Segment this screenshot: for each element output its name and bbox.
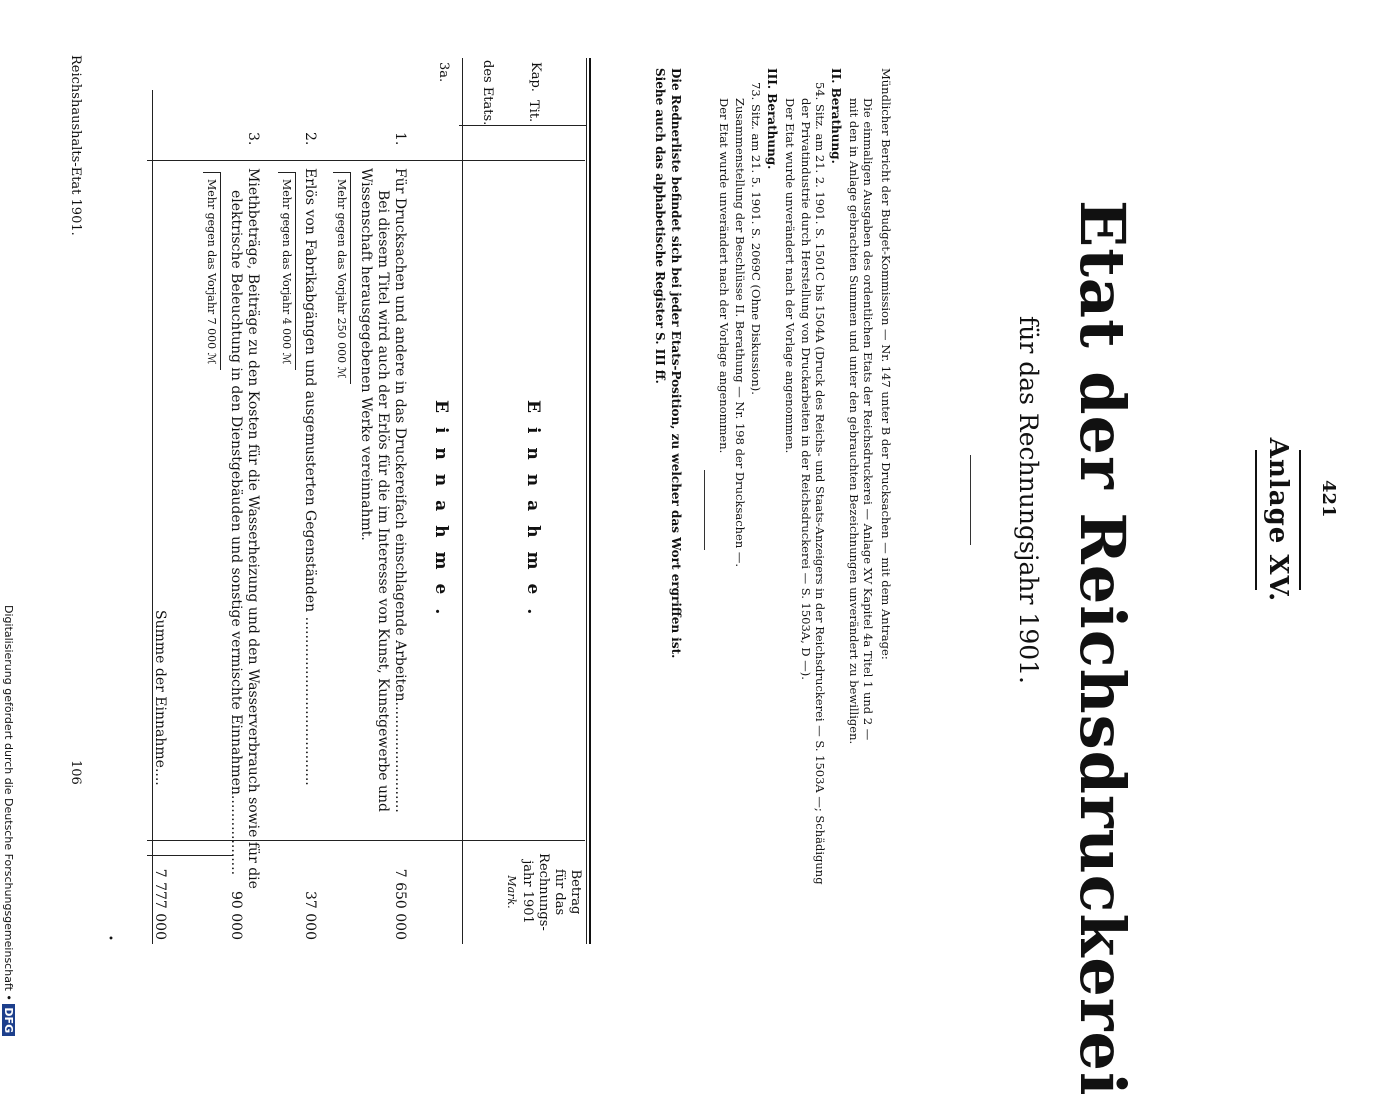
anlage-rule-bottom: [1255, 450, 1257, 590]
section-ii-line-3: Der Etat wurde unverändert nach der Vorlage angenommen.: [783, 98, 797, 454]
mehr-note: [203, 172, 223, 370]
column-rule: [147, 160, 585, 161]
note-line-2: Siehe auch das alphabetische Register S. III ff.: [653, 68, 667, 384]
divider: [970, 455, 971, 545]
total-amount: 7 777 000: [152, 868, 168, 940]
row-amount: 37 000: [302, 891, 318, 940]
section-ii-line-1: 54. Sitz. am 21. 2. 1901. S. 1501C bis 1504A (Druck des Reichs- und Staats-Anzeigers in der Reichsdruckerei — S. 1503A —; Schädigung: [813, 82, 827, 885]
betrag-header-line: für das: [552, 868, 567, 916]
total-label: Summe der Einnahme....: [152, 610, 168, 786]
mehr-note: [278, 172, 298, 370]
betrag-header-unit: Mark.: [505, 875, 518, 909]
section-iii-line-1: 73. Sitz. am 21. 5. 1901. S. 2069C (Ohne Diskussion).: [749, 82, 763, 395]
report-line-2: Die einmaligen Ausgaben des ordentlichen Etats der Reichsdruckerei — Anlage XV Kapitel 4a Titel 1 und 2 —: [861, 98, 875, 741]
row-line: Erlös von Fabrikabgängen und ausgemusterten Gegenständen ......................................: [302, 168, 318, 786]
row-line: elektrische Beleuchtung in den Dienstgebäuden und sonstige vermischte Einnahmen..................: [228, 190, 244, 876]
kap-value: 3a.: [436, 62, 451, 83]
betrag-header: [503, 842, 583, 942]
page-title: Etat der Reichsdruckerei: [1066, 200, 1139, 1097]
mehr-box: Mehr gegen das Vorjahr 4 000 ℳ: [278, 172, 296, 370]
page-subtitle: für das Rechnungsjahr 1901.: [1014, 315, 1043, 685]
row-tit: 2.: [302, 132, 318, 146]
betrag-header-line: Betrag: [568, 869, 583, 915]
mehr-box: Mehr gegen das Vorjahr 250 000 ℳ: [333, 172, 351, 384]
footer-left: Reichshaushalts-Etat 1901.: [68, 55, 83, 236]
column-rule: [459, 125, 587, 126]
report-line-1: Mündlicher Bericht der Budget-Kommission — Nr. 147 unter B der Drucksachen — mit dem Antrage:: [879, 68, 893, 660]
anlage-block: [1255, 420, 1301, 620]
anlage-label: Anlage XV.: [1263, 437, 1293, 603]
table-bottom-rule: [152, 90, 153, 944]
row-tit: 1.: [392, 132, 408, 146]
dfg-credit-text: Digitalisierung gefördert durch die Deutsche Forschungsgemeinschaft •: [2, 605, 15, 1001]
section-iii-line-2: Zusammenstellung der Beschlüsse II. Berathung — Nr. 198 der Drucksachen —.: [733, 98, 747, 568]
table-top-rule-inner: [586, 58, 587, 944]
row-line: Bei diesem Titel wird auch der Erlös für die im Interesse von Kunst, Kunstgewerbe und: [375, 190, 391, 813]
dfg-credit: [2, 605, 15, 1039]
page-number: 421: [1318, 480, 1339, 518]
row-line: Wissenschaft herausgegebenen Werke vereinnahmt.: [358, 168, 374, 541]
subsection-heading: Einnahme.: [431, 400, 451, 629]
row-amount: 7 650 000: [392, 868, 408, 940]
column-header-kap: Kap.: [528, 62, 543, 92]
section-iii-heading: III. Berathung.: [765, 68, 779, 170]
anlage-rule-top: [1299, 450, 1301, 590]
column-header-des-etats: des Etats.: [480, 60, 495, 126]
mehr-note: [333, 172, 353, 384]
column-rule: [147, 840, 585, 841]
dfg-logo: DFG: [2, 1004, 15, 1036]
note-line-1: Die Rednerliste befindet sich bei jeder Etats-Position, zu welcher das Wort ergriffen ist.: [669, 68, 683, 659]
section-ii-line-2: der Privatindustrie durch Herstellung von Druckarbeiten in der Reichsdruckerei — S. 1503A, D —).: [799, 98, 813, 680]
divider: [704, 470, 705, 550]
stray-mark: •: [104, 935, 115, 941]
table-header-rule: [462, 58, 463, 944]
row-line: Miethbeträge, Beiträge zu den Kosten für die Wasserheizung und den Wasserverbrauch sowie für die: [245, 168, 261, 889]
row-tit: 3.: [245, 132, 261, 146]
section-iii-line-3: Der Etat wurde unverändert nach der Vorlage angenommen.: [717, 98, 731, 454]
row-amount: 90 000: [228, 891, 244, 940]
section-heading: Einnahme.: [523, 400, 543, 629]
row-line: Für Drucksachen und andere in das Druckereifach einschlagende Arbeiten.........................: [392, 168, 408, 813]
mehr-box: Mehr gegen das Vorjahr 7 000 ℳ: [203, 172, 221, 370]
betrag-header-line: jahr 1901: [520, 860, 535, 924]
footer-page-number: 106: [68, 760, 83, 785]
betrag-header-line: Rechnungs-: [536, 853, 551, 931]
table-top-rule: [589, 58, 591, 944]
section-ii-heading: II. Berathung.: [829, 68, 843, 164]
report-line-3: mit den in Anlage gebrachten Summen und unter den gebrauchten Bezeichnungen unverändert zu bewilligen.: [847, 98, 861, 745]
column-header-tit: Tit.: [526, 100, 541, 123]
